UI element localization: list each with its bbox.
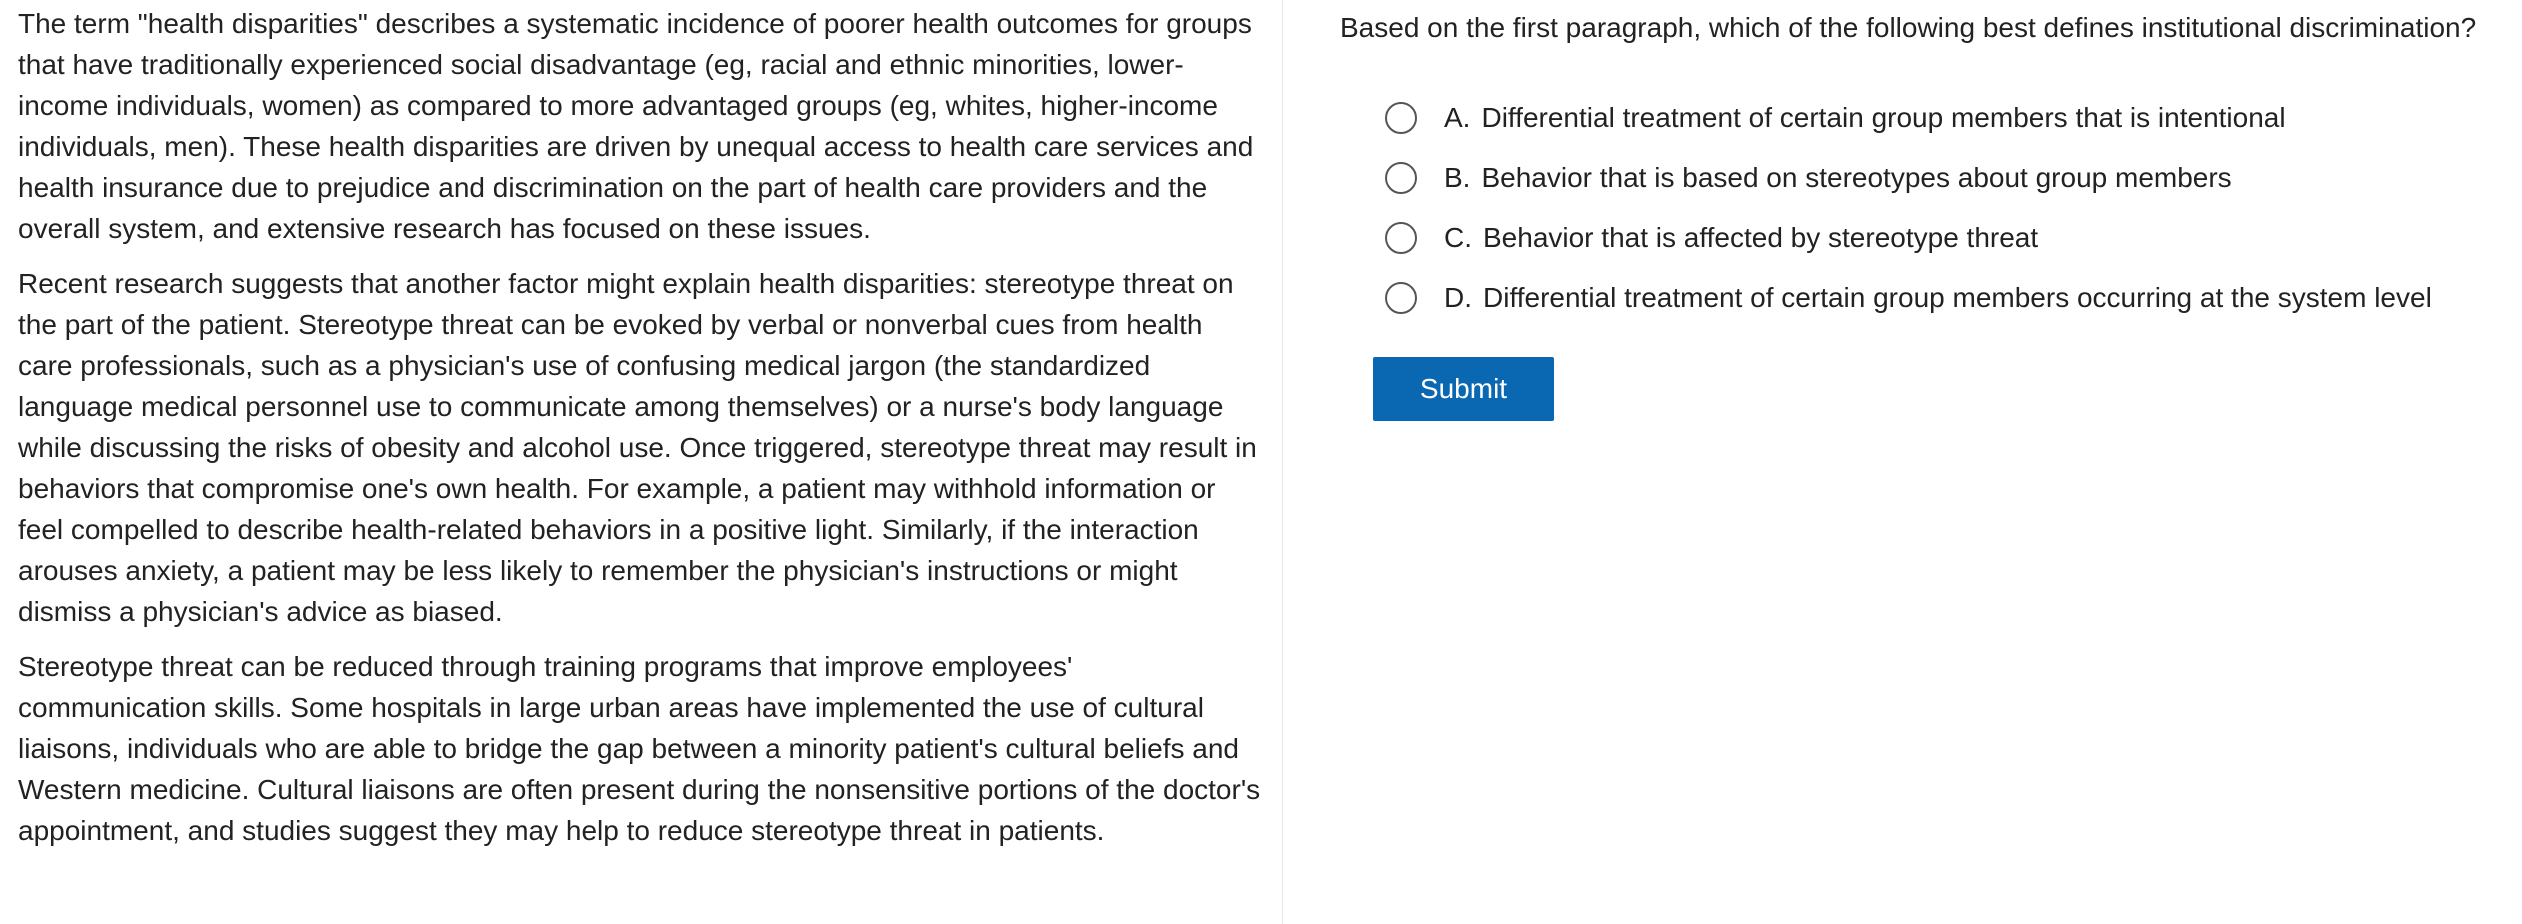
choice-text-b: Behavior that is based on stereotypes about group members xyxy=(1481,162,2232,193)
radio-button-a[interactable] xyxy=(1385,102,1417,134)
radio-button-b[interactable] xyxy=(1385,162,1417,194)
answer-choice-d[interactable] xyxy=(1385,268,2432,328)
answer-choice-b[interactable] xyxy=(1385,148,2432,208)
passage-paragraph-2: Recent research suggests that another factor might explain health disparities: stereotype threat on the part of the patient. Stereotype threat can be evoked by verbal or nonverbal cues from health care professionals, such as a physician's use of confusing medical jargon (the standardized language medical personnel use to communicate among themselves) or a nurse's body language while discussing the risks of obesity and alcohol use. Once triggered, stereotype threat may result in behaviors that compromise one's own health. For example, a patient may withhold information or feel compelled to describe health-related behaviors in a positive light. Similarly, if the interaction arouses anxiety, a patient may be less likely to remember the physician's instructions or might dismiss a physician's advice as biased. xyxy=(18,268,1257,627)
submit-button[interactable]: Submit xyxy=(1373,357,1554,421)
question-pane xyxy=(1283,0,2522,924)
choice-letter-c: C. xyxy=(1444,222,1472,253)
radio-button-d[interactable] xyxy=(1385,282,1417,314)
choice-letter-d: D. xyxy=(1444,282,1472,313)
question-stem: Based on the first paragraph, which of the following best defines institutional discrimination? xyxy=(1340,12,2477,43)
answer-choices xyxy=(1385,88,2432,328)
answer-choice-a[interactable] xyxy=(1385,88,2432,148)
passage-paragraph-1: The term "health disparities" describes a systematic incidence of poorer health outcomes for groups that have traditionally experienced social disadvantage (eg, racial and ethnic minorities, lower-income individuals, women) as compared to more advantaged groups (eg, whites, higher-income individuals, men). These health disparities are driven by unequal access to health care services and health insurance due to prejudice and discrimination on the part of health care providers and the overall system, and extensive research has focused on these issues. xyxy=(18,8,1254,244)
choice-text-a: Differential treatment of certain group members that is intentional xyxy=(1481,102,2286,133)
answer-choice-c[interactable] xyxy=(1385,208,2432,268)
choice-text-c: Behavior that is affected by stereotype threat xyxy=(1483,222,2039,253)
choice-letter-a: A. xyxy=(1444,102,1471,133)
choice-text-d: Differential treatment of certain group members occurring at the system level xyxy=(1483,282,2432,313)
choice-letter-b: B. xyxy=(1444,162,1471,193)
passage-paragraph-3: Stereotype threat can be reduced through training programs that improve employees' communication skills. Some hospitals in large urban areas have implemented the use of cultural liaisons, individuals who are able to bridge the gap between a minority patient's cultural beliefs and Western medicine. Cultural liaisons are often present during the nonsensitive portions of the doctor's appointment, and studies suggest they may help to reduce stereotype threat in patients. xyxy=(18,651,1261,846)
radio-button-c[interactable] xyxy=(1385,222,1417,254)
